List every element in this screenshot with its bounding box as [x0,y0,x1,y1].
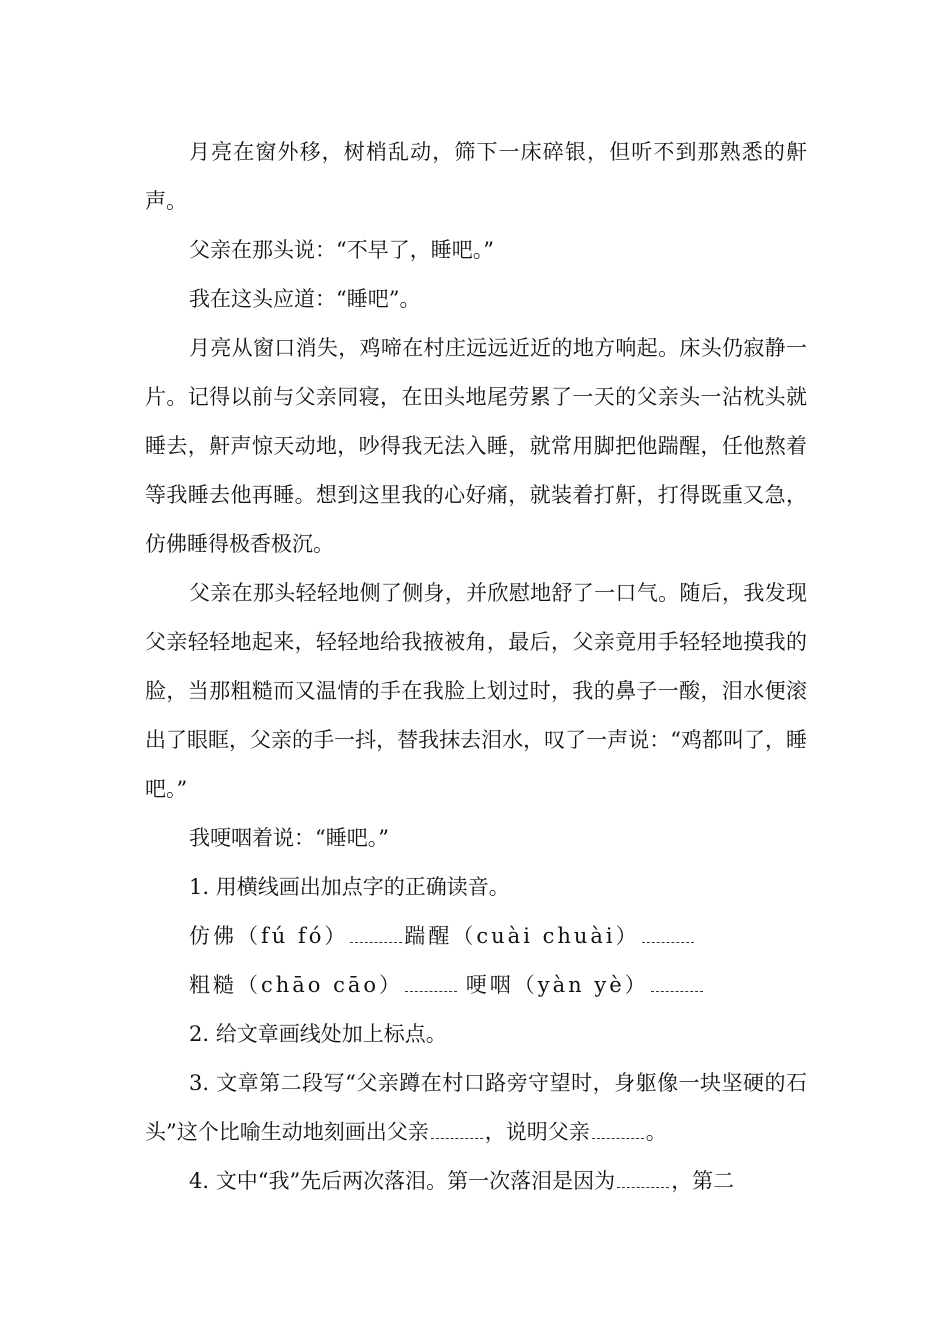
paragraph-father-turns: 父亲在那头轻轻地侧了侧身，并欣慰地舒了一口气。随后，我发现父亲轻轻地起来，轻轻地给我掖被角，最后，父亲竟用手轻轻地摸我的脸，当那粗糙而又温情的手在我脸上划过时，我的鼻子一酸，泪水便滚出了眼眶，父亲的手一抖，替我抹去泪水，叹了一声说：“鸡都叫了，睡吧。” [145,581,807,801]
document-body [145,128,807,1206]
pinyin-option-cucao: 粗糙（chāo cāo） [189,973,404,997]
question-3-text: 3. 文章第二段写“父亲蹲在村口路旁守望时，身躯像一块坚硬的石头”这个比喻生动地刻画出父亲 [145,1071,807,1144]
answer-blank[interactable] [405,977,457,992]
question-3-text-mid: ，说明父亲 [484,1120,590,1144]
question-2: 2. 给文章画线处加上标点。 [189,1022,447,1046]
pinyin-option-fangfu: 仿佛（fú fó） [189,924,349,948]
question-1: 1. 用横线画出加点字的正确读音。 [189,875,510,899]
question-4 [145,1157,807,1206]
answer-blank[interactable] [350,928,402,943]
pinyin-option-chuaixing: 踹醒（cuài chuài） [404,924,640,948]
question-1-row-1 [145,912,807,961]
question-4-text-end: ，第二 [671,1169,735,1193]
question-3-text-end: 。 [645,1120,667,1144]
question-1-row-2 [145,961,807,1010]
paragraph-i-reply: 我在这头应道：“睡吧”。 [189,287,421,311]
question-3 [145,1059,807,1157]
answer-blank[interactable] [651,977,703,992]
answer-blank[interactable] [431,1124,483,1139]
paragraph-father-says: 父亲在那头说：“不早了，睡吧。” [189,238,494,262]
answer-blank[interactable] [592,1124,644,1139]
answer-blank[interactable] [617,1173,669,1188]
paragraph-moon-disappears: 月亮从窗口消失，鸡啼在村庄远远近近的地方响起。床头仍寂静一片。记得以前与父亲同寝，在田头地尾劳累了一天的父亲头一沾枕头就睡去，鼾声惊天动地，吵得我无法入睡，就常用脚把他踹醒，任他熬着等我睡去他再睡。想到这里我的心好痛，就装着打鼾，打得既重又急，仿佛睡得极香极沉。 [145,336,807,556]
question-4-text: 4. 文中“我”先后两次落泪。第一次落泪是因为 [189,1169,616,1193]
pinyin-option-gengye: 哽咽（yàn yè） [465,973,649,997]
paragraph-moon-window: 月亮在窗外移，树梢乱动，筛下一床碎银，但听不到那熟悉的鼾声。 [145,140,807,213]
paragraph-i-sob: 我哽咽着说：“睡吧。” [189,826,389,850]
answer-blank[interactable] [642,928,694,943]
